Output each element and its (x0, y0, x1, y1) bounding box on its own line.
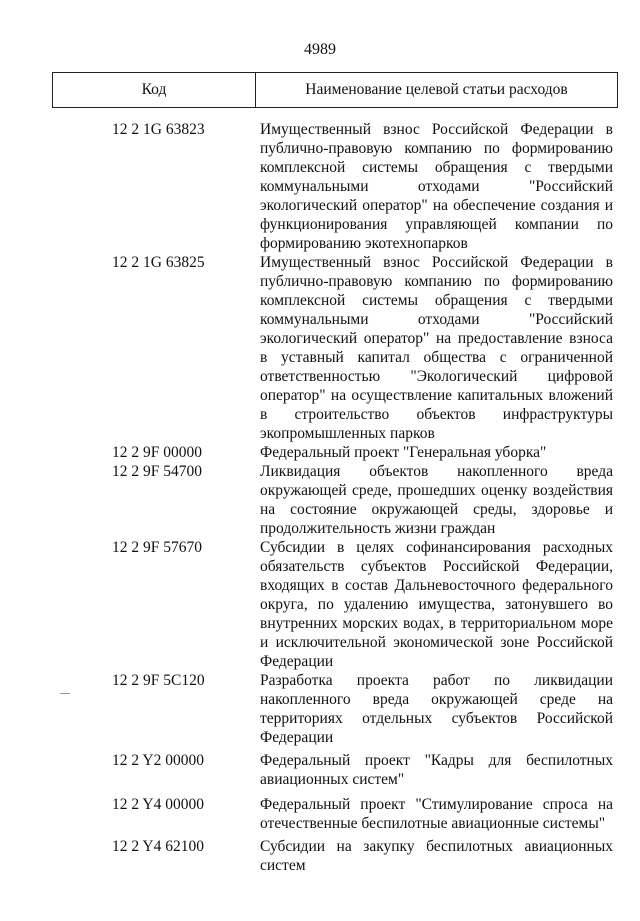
table-body (0, 120, 640, 875)
row-code: 12 2 Y4 62100 (112, 838, 204, 855)
row-code: 12 2 9F 5C120 (112, 672, 205, 689)
row-code: 12 2 1G 63825 (112, 254, 205, 271)
header-name: Наименование целевой статьи расходов (305, 81, 568, 98)
row-description: Имущественный взнос Российской Федерации в публично-правовую компанию по формированию комплексной системы обращения с твердыми коммунальными отходами "Российский экологический оператор" на обеспечение создания и функционирования управляющей компании по формированию экотехнопарков (260, 121, 613, 252)
table-row (0, 751, 640, 789)
row-code: 12 2 9F 00000 (112, 444, 202, 461)
table-row (0, 462, 640, 538)
table-row (0, 120, 640, 253)
table-row (0, 443, 640, 462)
row-description: Субсидии в целях софинансирования расходных обязательств субъектов Российской Федерации, входящих в состав Дальневосточного федерального округа, по удалению имущества, затонувшего во внутренних морских водах, в территориальном море и исключительной экономической зоне Российской Федерации (260, 539, 613, 670)
row-description: Федеральный проект "Кадры для беспилотных авиационных систем" (260, 752, 613, 788)
row-code: 12 2 1G 63823 (112, 121, 205, 138)
table-row (0, 253, 640, 443)
row-description: Ликвидация объектов накопленного вреда окружающей среде, прошедших оценку воздействия на состояние окружающей среды, здоровье и продолжительность жизни граждан (260, 463, 613, 537)
table-row (0, 795, 640, 833)
row-description: Разработка проекта работ по ликвидации накопленного вреда окружающей среде на территориях отдельных субъектов Российской Федерации (260, 672, 613, 746)
header-code: Код (53, 73, 256, 107)
row-description: Федеральный проект "Генеральная уборка" (260, 444, 547, 461)
table-row (0, 671, 640, 747)
table-row (0, 538, 640, 671)
row-description: Имущественный взнос Российской Федерации в публично-правовую компанию по формированию комплексной системы обращения с твердыми коммунальными отходами "Российский экологический оператор" на предоставление взноса в уставный капитал общества с ограниченной ответственностью "Экологический цифровой оператор" на осуществление капитальных вложений в строительство объектов инфраструктуры экопромышленных парков (260, 254, 613, 442)
row-code: 12 2 9F 54700 (112, 463, 202, 480)
row-code: 12 2 9F 57670 (112, 539, 202, 556)
row-description: Федеральный проект "Стимулирование спроса на отечественные беспилотные авиационные системы" (260, 796, 613, 832)
table-row (0, 837, 640, 875)
table-header (52, 72, 618, 108)
margin-mark (60, 693, 70, 694)
row-code: 12 2 Y4 00000 (112, 796, 204, 813)
row-code: 12 2 Y2 00000 (112, 752, 204, 769)
row-description: Субсидии на закупку беспилотных авиационных систем (260, 838, 613, 874)
page-number: 4989 (304, 41, 336, 58)
